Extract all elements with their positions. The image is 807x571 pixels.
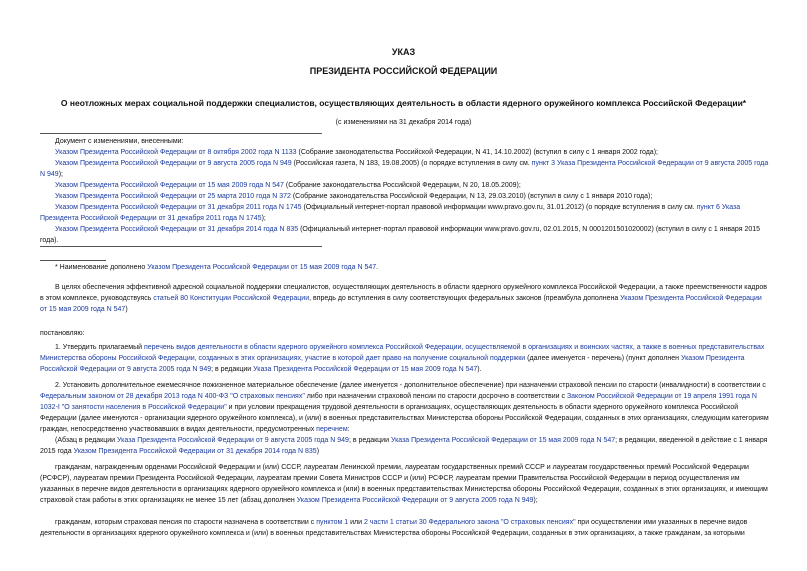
amendment-link[interactable]: Указом Президента Российской Федерации от 31 декабря 2014 года N 835	[55, 226, 299, 233]
amendment-link[interactable]: пункт 6 Указа Президента Российской Федерации от 31 декабря 2011 года N 1745	[40, 204, 741, 222]
amendments-intro: Документ с изменениями, внесенными:	[55, 138, 184, 145]
amendment-item: Указом Президента Российской Федерации от 9 августа 2005 года N 949 (Российская газета, N 183, 19.08.2005) (о порядке вступления в силу см. пункт 3 Указа Президента Российской Федерации от 9 августа 2005 года N 949);	[40, 160, 769, 178]
issuer-title: ПРЕЗИДЕНТА РОССИЙСКОЙ ФЕДЕРАЦИИ	[309, 66, 498, 76]
law-point-link[interactable]: пунктом 1	[316, 519, 349, 526]
divider-top	[40, 133, 322, 134]
footnote-link[interactable]: Указом Президента Российской Федерации от 15 мая 2009 года N 547	[147, 264, 377, 271]
law-link[interactable]: Законом Российской Федерации от 19 апреля 1991 года N 1032-I "О занятости населения в Российской Федерации"	[40, 393, 757, 411]
activity-list-link[interactable]: перечень видов деятельности в области ядерного оружейного комплекса Российской Федерации, осуществляемой в организациях и воинских частях, а также в военных представительствах Министерства обороны Российской Федерации, созданных в этих организациях, участие в которой дает право на получение социальной поддержки	[40, 344, 765, 362]
amendment-item: Указом Президента Российской Федерации от 15 мая 2009 года N 547 (Собрание законодательства Российской Федерации, N 20, 18.05.2009);	[55, 182, 521, 189]
list-link[interactable]: перечнем	[316, 426, 348, 433]
clause-2: 2. Установить дополнительное ежемесячное пожизненное материальное обеспечение (далее именуется - дополнительное обеспечение) при назначении страховой пенсии по старости (инвалидности) в соответствии с Федеральным законом от 28 декабря 2013 года N 400-ФЗ "О страховых пенсиях" либо при назначении страховой пенсии по старости досрочно в соответствии с Законом Российской Федерации от 19 апреля 1991 года N 1032-I "О занятости населения в Российской Федерации" и при условии прекращения трудовой деятельности в организациях, осуществляющих деятельность в области ядерного оружейного комплекса Российской Федерации (далее именуются - организации ядерного оружейного комплекса), и (или) в военных представительствах Министерства обороны Российской Федерации, созданных в этих организациях, следующим категориям граждан, непосредственно участвовавших в видах деятельности, предусмотренных перечнем: (Абзац в редакции Указа Президента Российской Федерации от 9 августа 2005 года N 949; в редакции Указа Президента Российской Федерации от 15 мая 2009 года N 547; в редакции, введенной в действие с 1 января 2015 года Указом Президента Российской Федерации от 31 декабря 2014 года N 835)	[40, 382, 769, 455]
edition-note: (с изменениями на 31 декабря 2014 года)	[335, 119, 472, 126]
amendment-link[interactable]: пункт 3 Указа Президента Российской Федерации от 9 августа 2005 года N 949	[40, 160, 769, 178]
amendment-link[interactable]: Указом Президента Российской Федерации от 25 марта 2010 года N 372	[55, 193, 291, 200]
amendments-list	[40, 136, 770, 246]
amendment-item: Указом Президента Российской Федерации от 8 октября 2002 года N 1133 (Собрание законодательства Российской Федерации, N 41, 14.10.2002) (вступил в силу с 1 января 2002 года);	[55, 149, 658, 156]
footnote: * Наименование дополнено Указом Президента Российской Федерации от 15 мая 2009 года N 547.	[55, 264, 379, 271]
clause-1: 1. Утвердить прилагаемый перечень видов деятельности в области ядерного оружейного комплекса Российской Федерации, осуществляемой в организациях и воинских частях, а также в военных представительствах Министерства обороны Российской Федерации, созданных в этих организациях, участие в которой дает право на получение социальной поддержки (далее именуется - перечень) (пункт дополнен Указом Президента Российской Федерации от 9 августа 2005 года N 949; в редакции Указа Президента Российской Федерации от 15 мая 2009 года N 547).	[40, 344, 765, 373]
decree-link[interactable]: Указа Президента Российской Федерации от 15 мая 2009 года N 547	[390, 437, 616, 444]
amendment-item: Указом Президента Российской Федерации от 31 декабря 2014 года N 835 (Официальный интернет-портал правовой информации www.pravo.gov.ru, 02.01.2015, N 0001201501020002) (вступил в силу с 1 января 2015 года).	[40, 226, 761, 244]
decree-link[interactable]: Указа Президента Российской Федерации от 9 августа 2005 года N 949	[117, 437, 349, 444]
decree-link[interactable]: Указом Президента Российской Федерации от 9 августа 2005 года N 949	[40, 355, 745, 373]
amendment-link[interactable]: Указом Президента Российской Федерации от 8 октября 2002 года N 1133	[55, 149, 297, 156]
decree-link[interactable]: Указа Президента Российской Федерации от 15 мая 2009 года N 547	[253, 366, 478, 373]
decree-link[interactable]: Указом Президента Российской Федерации от 31 декабря 2014 года N 835	[73, 448, 317, 455]
decree-link[interactable]: Указом Президента Российской Федерации от 9 августа 2005 года N 949	[296, 497, 534, 504]
law-point-link[interactable]: 2 части 1 статьи 30 Федерального закона "О страховых пенсиях"	[363, 519, 576, 526]
preamble: В целях обеспечения эффективной адресной социальной поддержки специалистов, осуществляющих деятельность в области ядерного оружейного комплекса Российской Федерации, а также преемственности кадров в этом комплексе, руководствуясь статьей 80 Конституции Российской Федерации, впредь до вступления в силу соответствующих федеральных законов (преамбула дополнена Указом Президента Российской Федерации от 15 мая 2009 года N 547)	[40, 284, 768, 313]
decree-word: постановляю:	[40, 330, 85, 337]
footnote-divider	[40, 260, 106, 261]
clause-2-item-1: гражданам, награжденным орденами Российской Федерации и (или) СССР, лауреатам Ленинской премии, лауреатам государственных премий СССР и лауреатам государственных премий Российской Федерации (РСФСР), лауреатам премии Президента Российской Федерации, лауреатам премии Совета Министров СССР и (или) РСФСР, лауреатам премии Правительства Российской Федерации в период осуществления им указанных в перечне видов деятельности в организациях ядерного оружейного комплекса и (или) в военных представительствах Министерства обороны Российской Федерации, созданных в этих организациях, и имеющим страховой стаж работы в этих организациях не менее 15 лет (абзац дополнен Указом Президента Российской Федерации от 9 августа 2005 года N 949);	[40, 464, 768, 504]
constitution-link[interactable]: статьей 80 Конституции Российской Федерации	[153, 295, 310, 302]
law-link[interactable]: Федеральным законом от 28 декабря 2013 года N 400-ФЗ "О страховых пенсиях"	[40, 393, 305, 400]
document-title: О неотложных мерах социальной поддержки специалистов, осуществляющих деятельность в области ядерного оружейного комплекса Российской Федерации*	[60, 98, 747, 108]
amendment-link[interactable]: Указом Президента Российской Федерации от 31 декабря 2011 года N 1745	[55, 204, 302, 211]
amendment-link[interactable]: Указом Президента Российской Федерации от 9 августа 2005 года N 949	[55, 160, 292, 167]
amendment-link[interactable]: Указом Президента Российской Федерации от 15 мая 2009 года N 547	[55, 182, 284, 189]
clause-2-item-2: гражданам, которым страховая пенсия по старости назначена в соответствии с пунктом 1 или 2 части 1 статьи 30 Федерального закона "О страховых пенсиях" при осуществлении ими указанных в перечне видов деятельности в организациях ядерного оружейного комплекса и (или) в военных представительствах Министерства обороны Российской Федерации, созданных в этих организациях, а также гражданам, за которыми	[40, 519, 748, 537]
decree-link[interactable]: Указом Президента Российской Федерации от 15 мая 2009 года N 547	[40, 295, 762, 313]
doc-type-title: УКАЗ	[391, 47, 416, 57]
divider-bottom	[40, 246, 322, 247]
amendment-item: Указом Президента Российской Федерации от 31 декабря 2011 года N 1745 (Официальный интернет-портал правовой информации www.pravo.gov.ru, 31.01.2012) (о порядке вступления в силу см. пункт 6 Указа Президента Российской Федерации от 31 декабря 2011 года N 1745);	[40, 204, 741, 222]
amendment-item: Указом Президента Российской Федерации от 25 марта 2010 года N 372 (Собрание законодательства Российской Федерации, N 13, 29.03.2010) (вступил в силу с 1 января 2010 года);	[55, 193, 653, 200]
